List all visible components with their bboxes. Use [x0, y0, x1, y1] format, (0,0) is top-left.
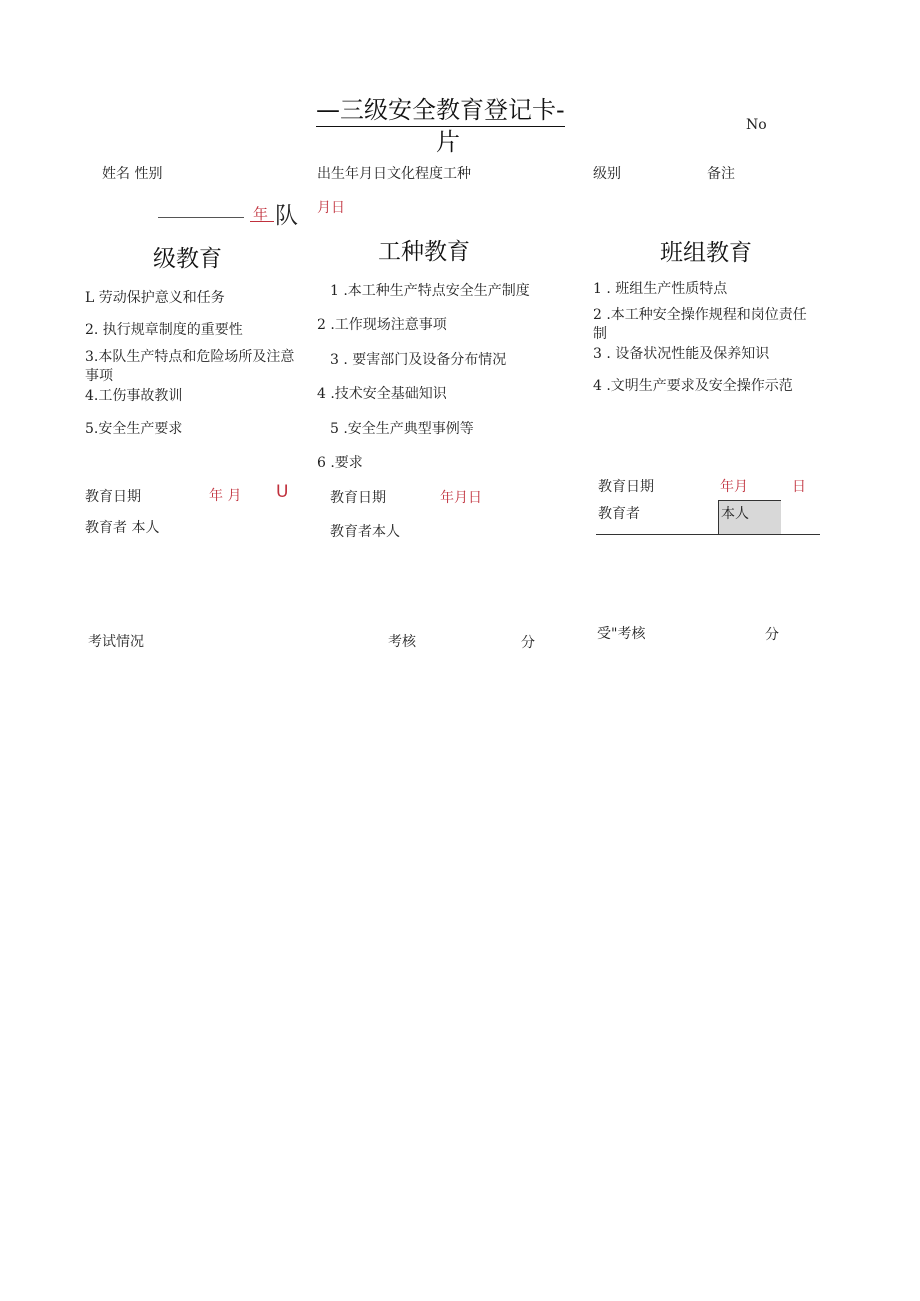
list-item: 1 .本工种生产特点安全生产制度	[330, 283, 530, 299]
list-item: 5.安全生产要求	[85, 421, 183, 437]
list-item: 6 .要求	[317, 455, 363, 471]
education-date-day: 日	[792, 479, 806, 495]
list-item: 3 . 设备状况性能及保养知识	[593, 346, 770, 362]
level-label: 级别	[593, 166, 621, 182]
assessment-label: 考核	[388, 634, 416, 650]
section-heading-team: 级教育	[153, 246, 222, 272]
birth-edu-job-label: 出生年月日文化程度工种	[317, 166, 471, 182]
education-date-value: 年月	[720, 479, 748, 495]
section-heading-job: 工种教育	[378, 239, 470, 265]
section-heading-group: 班组教育	[660, 240, 752, 266]
card-number-label: No	[746, 117, 767, 133]
list-item: 5 .安全生产典型事例等	[330, 421, 474, 437]
page-title-continued: 片	[436, 128, 460, 156]
education-date-label: 教育日期	[598, 479, 654, 495]
score-unit: 分	[521, 635, 535, 651]
list-item: 4 .技术安全基础知识	[317, 386, 447, 402]
list-item: 1 . 班组生产性质特点	[593, 281, 728, 297]
list-item: 2 .本工种安全操作规程和岗位责任	[593, 307, 807, 323]
page-title: —三级安全教育登记卡-	[316, 90, 565, 127]
educator-label: 教育者本人	[330, 524, 400, 540]
list-item: 3.本队生产特点和危险场所及注意	[85, 349, 295, 365]
year-underline	[250, 221, 274, 222]
list-item: 4 .文明生产要求及安全操作示范	[593, 378, 793, 394]
education-date-label: 教育日期	[85, 489, 141, 505]
signature-line	[596, 534, 820, 535]
education-date-value: 年月日	[440, 490, 482, 506]
list-item: 4.工伤事故教训	[85, 388, 183, 404]
list-item: 制	[593, 326, 607, 342]
month-day-label: 月日	[317, 200, 345, 216]
team-label: 队	[275, 203, 298, 229]
education-date-day: U	[276, 482, 289, 502]
score-unit: 分	[765, 627, 779, 643]
list-item: 2 .工作现场注意事项	[317, 317, 447, 333]
education-date-label: 教育日期	[330, 490, 386, 506]
blank-line	[158, 217, 244, 218]
year-label: 年	[253, 205, 269, 223]
list-item: 3 . 要害部门及设备分布情况	[330, 352, 507, 368]
list-item: 事项	[85, 368, 113, 384]
remark-label: 备注	[707, 166, 735, 182]
educator-label: 教育者 本人	[85, 520, 160, 536]
self-label: 本人	[721, 506, 749, 522]
assessment-label: 受"考核	[597, 626, 646, 642]
educator-label: 教育者	[598, 506, 640, 522]
education-date-value: 年 月	[209, 488, 242, 504]
list-item: 2. 执行规章制度的重要性	[85, 322, 243, 338]
exam-label: 考试情况	[88, 634, 144, 650]
list-item: L 劳动保护意义和任务	[85, 290, 225, 306]
name-gender-label: 姓名 性别	[102, 166, 163, 182]
